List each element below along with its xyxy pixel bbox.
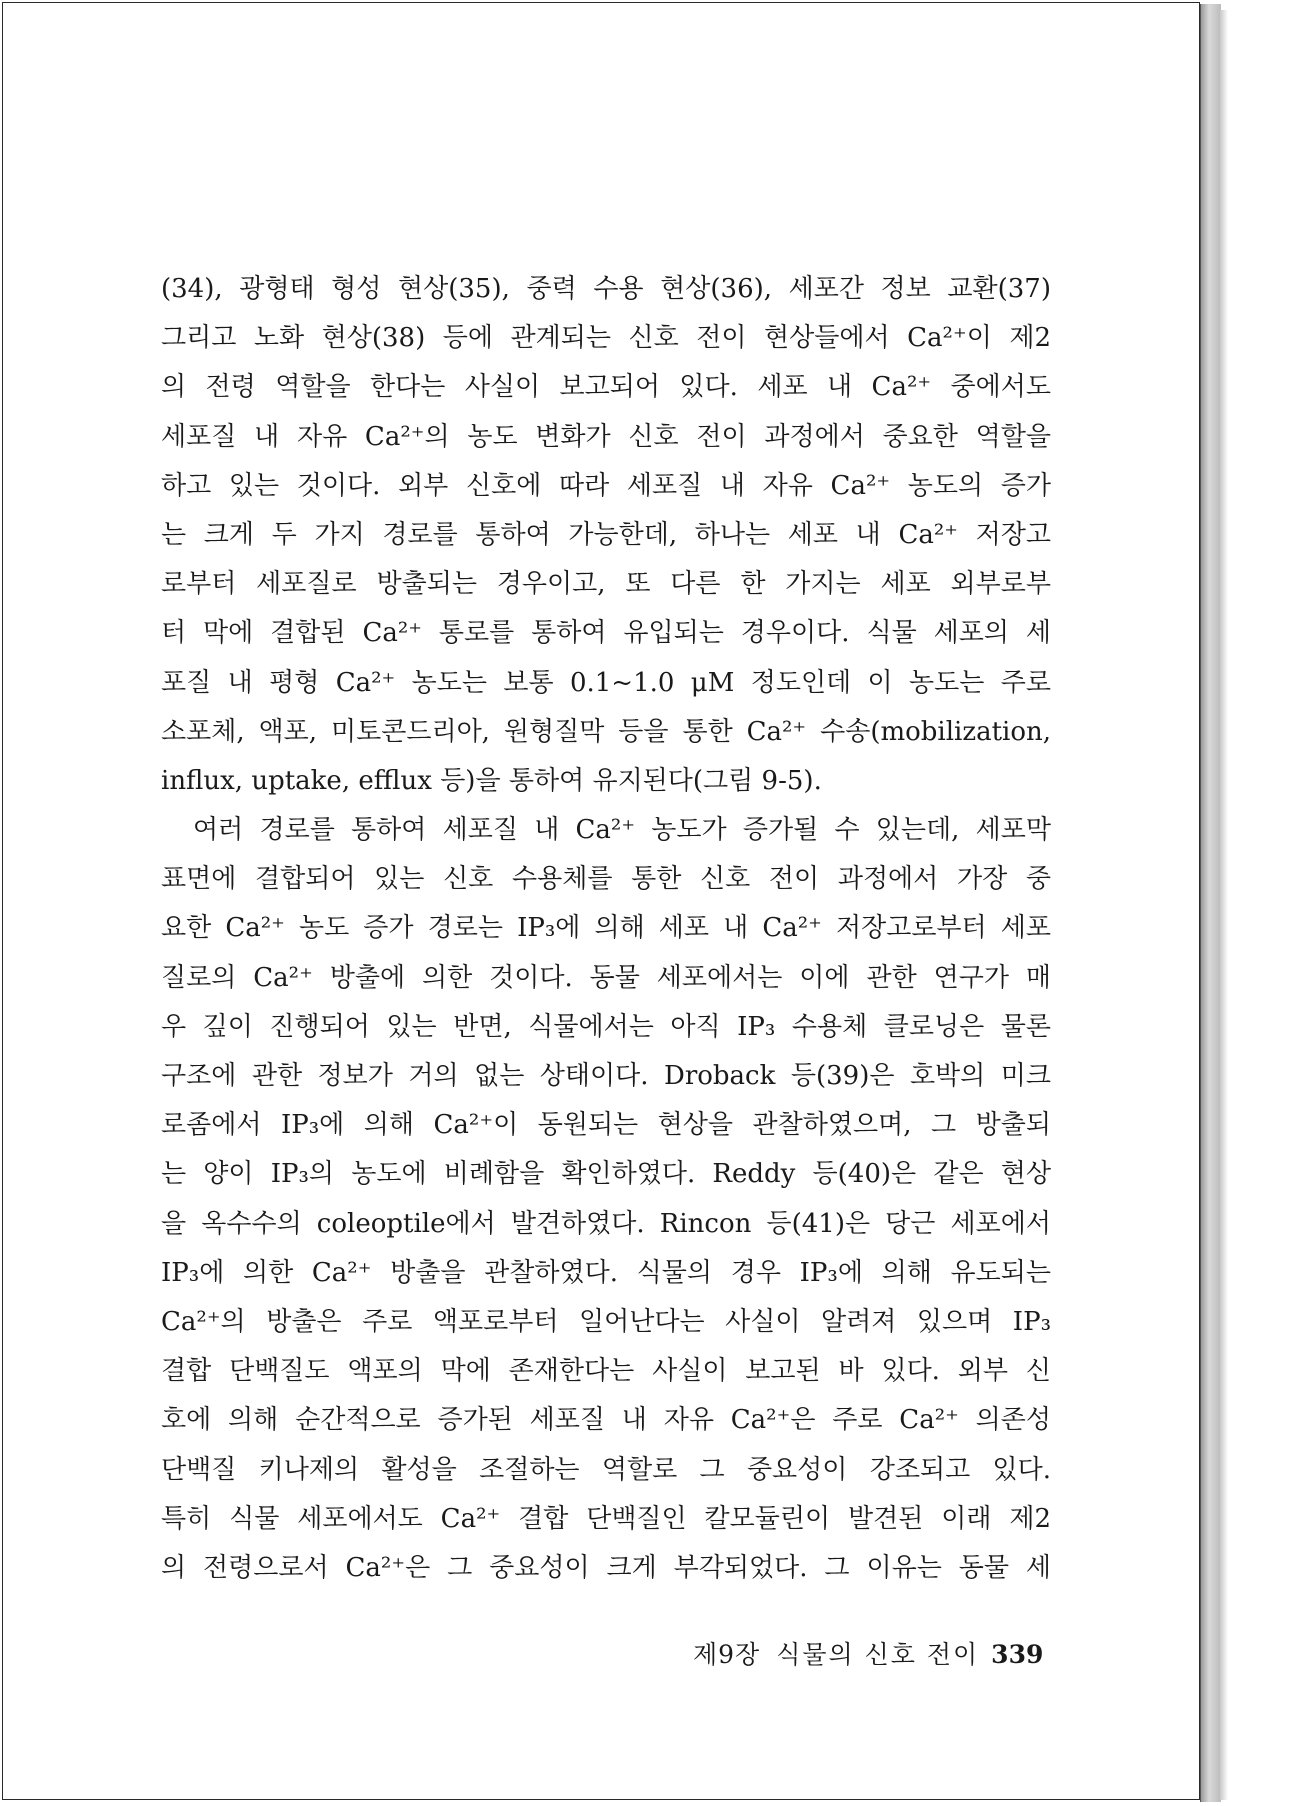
- chapter-title: 식물의 신호 전이: [776, 1640, 980, 1669]
- text-line: IP₃에 의한 Ca²⁺ 방출을 관찰하였다. 식물의 경우 IP₃에 의해 유도되는: [161, 1257, 1051, 1288]
- body-text: [161, 265, 1051, 1593]
- text-line: 하고 있는 것이다. 외부 신호에 따라 세포질 내 자유 Ca²⁺ 농도의 증가: [161, 470, 1051, 501]
- text-line: 터 막에 결합된 Ca²⁺ 통로를 통하여 유입되는 경우이다. 식물 세포의 세: [161, 618, 1051, 649]
- page-number: 339: [991, 1640, 1044, 1669]
- text-line: 는 양이 IP₃의 농도에 비례함을 확인하였다. Reddy 등(40)은 같은 현상: [161, 1159, 1051, 1190]
- page-shadow: [1220, 10, 1228, 1800]
- text-line: 우 깊이 진행되어 있는 반면, 식물에서는 아직 IP₃ 수용체 클로닝은 물론: [161, 1011, 1051, 1042]
- text-line: 구조에 관한 정보가 거의 없는 상태이다. Droback 등(39)은 호박의 미크: [161, 1061, 1051, 1091]
- text-line: 의 전령으로서 Ca²⁺은 그 중요성이 크게 부각되었다. 그 이유는 동물 세: [161, 1552, 1051, 1583]
- text-line: 특히 식물 세포에서도 Ca²⁺ 결합 단백질인 칼모듈린이 발견된 이래 제2: [161, 1503, 1051, 1534]
- text-line: 단백질 키나제의 활성을 조절하는 역할로 그 중요성이 강조되고 있다.: [161, 1454, 1051, 1485]
- text-line: 을 옥수수의 coleoptile에서 발견하였다. Rincon 등(41)은 당근 세포에서: [161, 1208, 1051, 1239]
- book-page: [2, 2, 1200, 1800]
- text-line: 로부터 세포질로 방출되는 경우이고, 또 다른 한 가지는 세포 외부로부: [161, 569, 1051, 600]
- text-line: Ca²⁺의 방출은 주로 액포로부터 일어난다는 사실이 알려져 있으며 IP₃: [161, 1306, 1051, 1337]
- text-line: 호에 의해 순간적으로 증가된 세포질 내 자유 Ca²⁺은 주로 Ca²⁺ 의존성: [161, 1405, 1051, 1436]
- page-stack-edge: [1200, 4, 1221, 1802]
- text-line: 의 전령 역할을 한다는 사실이 보고되어 있다. 세포 내 Ca²⁺ 중에서도: [161, 372, 1051, 403]
- text-line: 질로의 Ca²⁺ 방출에 의한 것이다. 동물 세포에서는 이에 관한 연구가 매: [161, 962, 1051, 993]
- page-footer: [693, 1635, 1044, 1671]
- text-line: 세포질 내 자유 Ca²⁺의 농도 변화가 신호 전이 과정에서 중요한 역할을: [161, 421, 1051, 452]
- text-line: 그리고 노화 현상(38) 등에 관계되는 신호 전이 현상들에서 Ca²⁺이 제2: [161, 323, 1051, 354]
- text-line: 포질 내 평형 Ca²⁺ 농도는 보통 0.1~1.0 μM 정도인데 이 농도는 주로: [161, 667, 1051, 698]
- text-line: (34), 광형태 형성 현상(35), 중력 수용 현상(36), 세포간 정보 교환(37): [161, 274, 1051, 304]
- chapter-label: 제9장: [693, 1640, 761, 1669]
- text-line: 는 크게 두 가지 경로를 통하여 가능한데, 하나는 세포 내 Ca²⁺ 저장고: [161, 519, 1051, 550]
- text-line: 소포체, 액포, 미토콘드리아, 원형질막 등을 통한 Ca²⁺ 수송(mobilization,: [161, 716, 1051, 747]
- text-line: 로좀에서 IP₃에 의해 Ca²⁺이 동원되는 현상을 관찰하였으며, 그 방출되: [161, 1110, 1051, 1141]
- text-line: 여러 경로를 통하여 세포질 내 Ca²⁺ 농도가 증가될 수 있는데, 세포막: [193, 815, 1051, 846]
- text-line: 요한 Ca²⁺ 농도 증가 경로는 IP₃에 의해 세포 내 Ca²⁺ 저장고로부터 세포: [161, 913, 1051, 944]
- text-line: influx, uptake, efflux 등)을 통하여 유지된다(그림 9-5).: [161, 765, 822, 796]
- text-line: 결합 단백질도 액포의 막에 존재한다는 사실이 보고된 바 있다. 외부 신: [161, 1356, 1051, 1387]
- text-line: 표면에 결합되어 있는 신호 수용체를 통한 신호 전이 과정에서 가장 중: [161, 864, 1051, 895]
